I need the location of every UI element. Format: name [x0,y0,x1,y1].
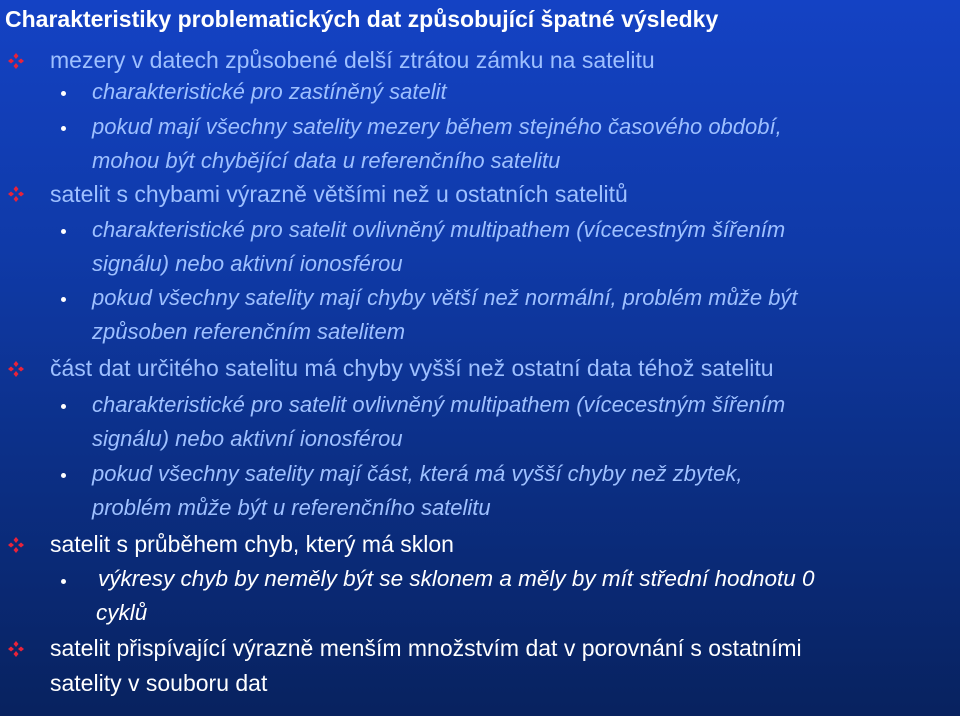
sub-bullet-text-line: mohou být chybějící data u referenčního satelitu [92,148,561,173]
sub-bullet-text-line: problém může být u referenčního satelitu [92,495,491,520]
diamond-bullet-icon [8,641,24,657]
bullet-dot-icon [61,404,66,409]
bullet-item-text: část dat určitého satelitu má chyby vyšší než ostatní data téhož satelitu [50,355,774,381]
bullet-item-text-line: satelit přispívající výrazně menším množstvím dat v porovnání s ostatními [50,635,802,661]
bullet-dot-icon [61,126,66,131]
sub-bullet-text-line: způsoben referenčním satelitem [92,319,406,344]
sub-bullet-text-line: pokud všechny satelity mají chyby větší než normální, problém může být [92,285,798,310]
sub-bullet-text-line: cyklů [96,600,148,625]
sub-bullet-text-line: signálu) nebo aktivní ionosférou [92,251,403,276]
bullet-dot-icon [61,91,66,96]
bullet-item-text: satelit s chybami výrazně většími než u ostatních satelitů [50,181,628,207]
slide-title: Charakteristiky problematických dat způsobující špatné výsledky [5,6,719,32]
bullet-item-text: mezery v datech způsobené delší ztrátou zámku na satelitu [50,47,655,73]
sub-bullet-text-line: výkresy chyb by neměly být se sklonem a měly by mít střední hodnotu 0 [98,566,815,591]
bullet-dot-icon [61,579,66,584]
diamond-bullet-icon [8,53,24,69]
sub-bullet-text-line: charakteristické pro satelit ovlivněný multipathem (vícecestným šířením [92,392,786,417]
sub-bullet-text-line: charakteristické pro satelit ovlivněný multipathem (vícecestným šířením [92,217,786,242]
sub-bullet-text: charakteristické pro zastíněný satelit [92,79,447,104]
bullet-item-text-line: satelity v souboru dat [50,670,268,696]
bullet-dot-icon [61,473,66,478]
bullet-item-text: satelit s průběhem chyb, který má sklon [50,531,454,557]
sub-bullet-text-line: signálu) nebo aktivní ionosférou [92,426,403,451]
sub-bullet-text-line: pokud všechny satelity mají část, která má vyšší chyby než zbytek, [92,461,743,486]
diamond-bullet-icon [8,361,24,377]
diamond-bullet-icon [8,186,24,202]
diamond-bullet-icon [8,537,24,553]
bullet-dot-icon [61,229,66,234]
bullet-dot-icon [61,297,66,302]
sub-bullet-text-line: pokud mají všechny satelity mezery během stejného časového období, [92,114,782,139]
